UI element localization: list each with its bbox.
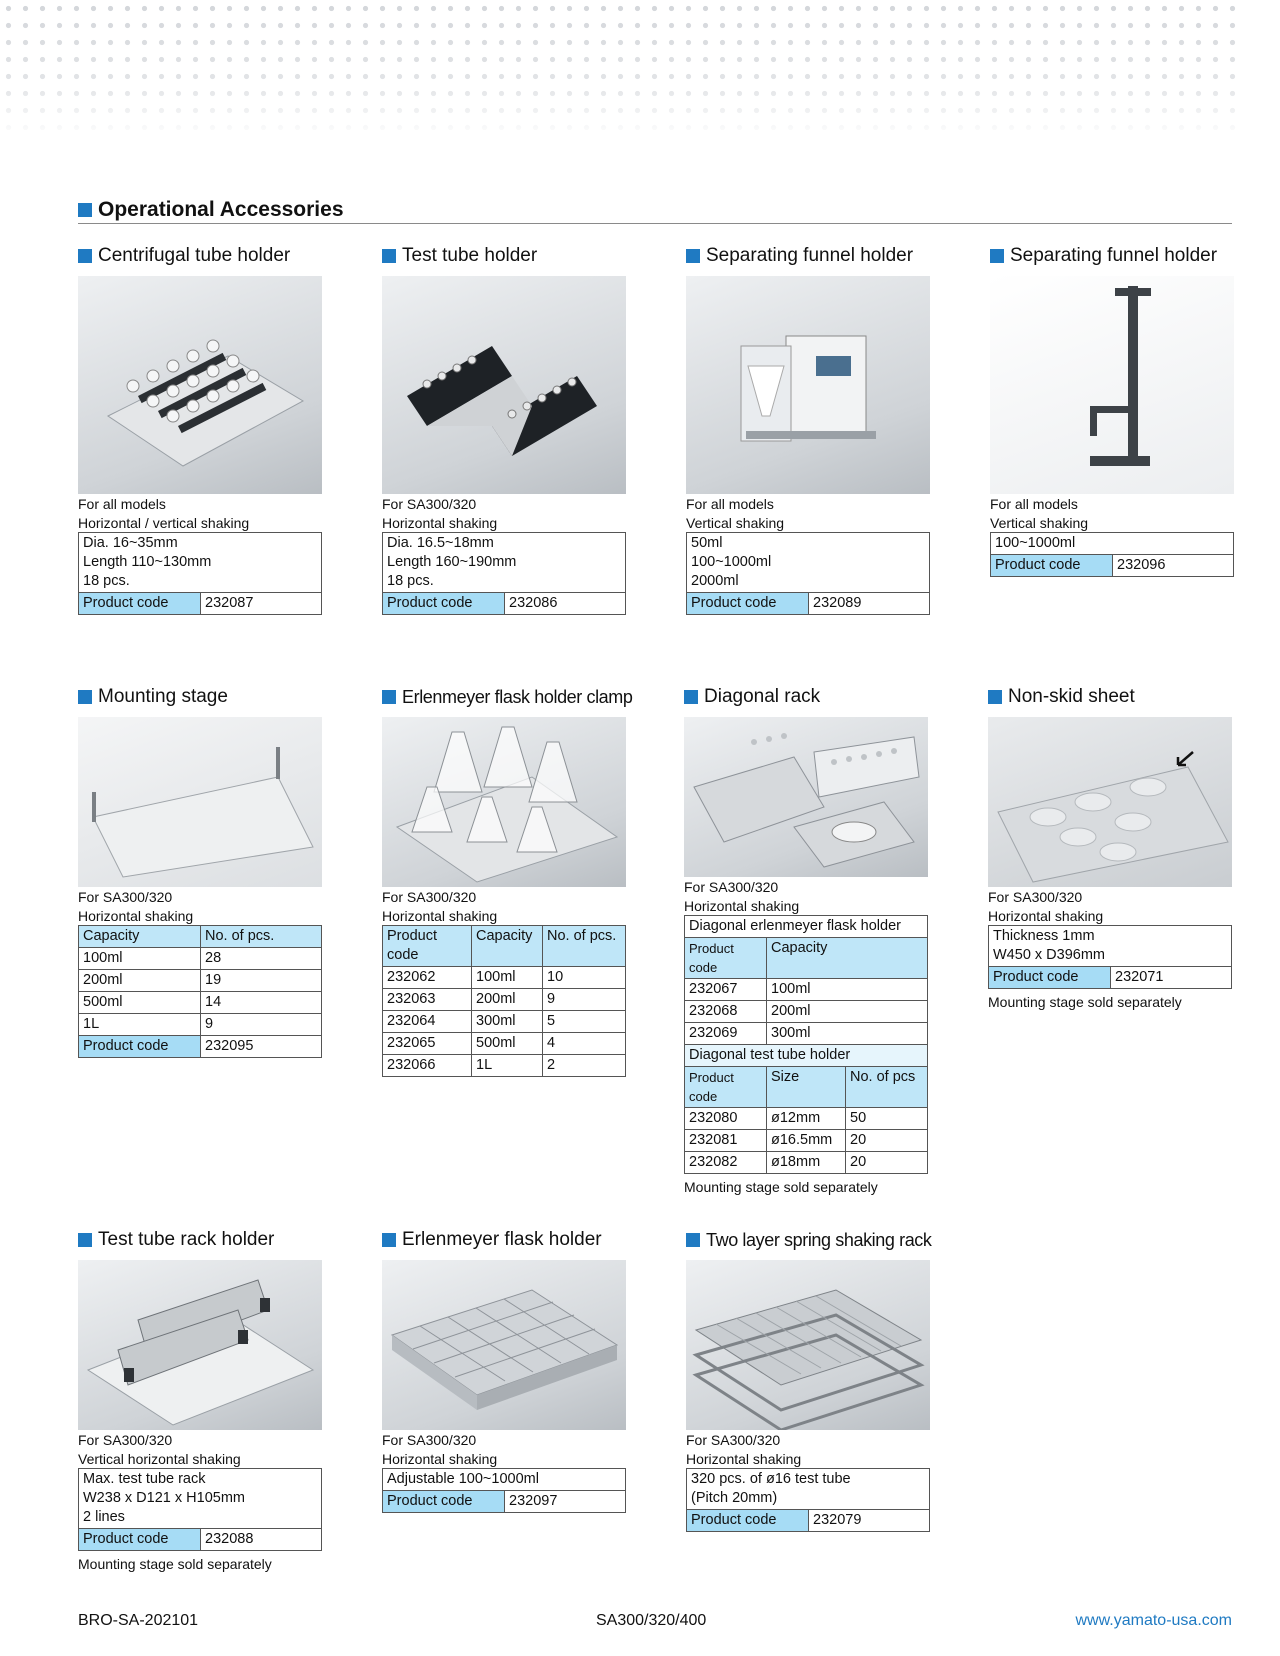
spec-cell: 50ml 100~1000ml 2000ml (687, 533, 930, 593)
dot-pattern-fade (0, 0, 1280, 140)
item-title: Diagonal rack (684, 685, 928, 709)
mounting-note: Mounting stage sold separately (78, 1556, 272, 1572)
product-code-value: 232088 (201, 1529, 322, 1551)
item-non-skid-sheet (988, 685, 1232, 1010)
spec-cell: Adjustable 100~1000ml (383, 1469, 626, 1491)
spec-table (382, 532, 626, 615)
mounting-note: Mounting stage sold separately (684, 1179, 878, 1195)
product-code-label: Product code (79, 1529, 201, 1551)
product-photo (684, 717, 928, 877)
spec-table (382, 1468, 626, 1513)
product-code-label: Product code (383, 1491, 505, 1513)
item-title: Mounting stage (78, 685, 322, 709)
table-row: 232081 ø16.5mm 20 (685, 1130, 928, 1152)
table-row: 100ml 28 (79, 948, 322, 970)
item-mounting-stage (78, 685, 322, 1058)
spec-cell: Thickness 1mm W450 x D396mm (989, 926, 1232, 967)
product-code-value: 232095 (201, 1036, 322, 1058)
model-note: For SA300/320 (382, 1432, 477, 1448)
blue-square-icon (684, 690, 698, 704)
section-title: Operational Accessories (78, 198, 344, 222)
item-diagonal-rack (684, 685, 928, 1195)
item-title: Separating funnel holder (686, 244, 930, 268)
shaking-note: Horizontal shaking (686, 1451, 802, 1467)
blue-square-icon (990, 249, 1004, 263)
table-row: 232065 500ml 4 (383, 1033, 626, 1055)
table-row: 500ml 14 (79, 992, 322, 1014)
product-photo (988, 717, 1232, 887)
group-title: Diagonal erlenmeyer flask holder (685, 916, 928, 938)
product-photo (78, 1260, 322, 1430)
table-row: 232068 200ml (685, 1001, 928, 1023)
product-code-label: Product code (79, 1036, 201, 1058)
product-photo (78, 276, 322, 494)
product-code-label: Product code (989, 967, 1111, 989)
item-title: Centrifugal tube holder (78, 244, 322, 268)
item-title: Erlenmeyer flask holder clamp (382, 685, 626, 709)
item-title: Test tube rack holder (78, 1228, 322, 1252)
product-code-value: 232086 (505, 593, 626, 615)
table-row: 232069 300ml (685, 1023, 928, 1045)
item-test-tube-rack-holder (78, 1228, 322, 1572)
table-row: 232066 1L 2 (383, 1055, 626, 1077)
spec-cell: 100~1000ml (991, 533, 1234, 555)
footer-doc-code: BRO-SA-202101 (78, 1612, 199, 1629)
shaking-note: Horizontal / vertical shaking (78, 515, 250, 531)
product-photo (382, 717, 626, 887)
item-separating-funnel-holder-a (686, 244, 930, 615)
product-code-value: 232096 (1113, 555, 1234, 577)
blue-square-icon (382, 249, 396, 263)
item-two-layer-spring-shaking-rack (686, 1228, 930, 1532)
diagonal-rack-table: Diagonal erlenmeyer flask holder Product code Capacity 232067 100ml 232068 200ml 232069 300ml Diagonal test tube holder Product code Size No. of pcs 232080 ø12mm 50 232081 ø16.5mm 20 232082 ø18mm 20 (684, 915, 928, 1174)
shaking-note: Horizontal shaking (684, 898, 800, 914)
blue-square-icon (78, 690, 92, 704)
blue-square-icon (78, 249, 92, 263)
mounting-note: Mounting stage sold separately (988, 994, 1182, 1010)
spec-table (988, 925, 1232, 989)
spec-table (990, 532, 1234, 577)
table-row: 232082 ø18mm 20 (685, 1152, 928, 1174)
footer-website-link[interactable]: www.yamato-usa.com (1075, 1612, 1232, 1629)
product-photo (382, 1260, 626, 1430)
item-title: Non-skid sheet (988, 685, 1232, 709)
spec-cell: Dia. 16.5~18mm Length 160~190mm 18 pcs. (383, 533, 626, 593)
blue-square-icon (382, 1233, 396, 1247)
item-erlenmeyer-flask-holder-clamp (382, 685, 633, 1077)
product-code-value: 232079 (809, 1510, 930, 1532)
section-divider (78, 223, 1232, 224)
spec-table (686, 532, 930, 615)
model-note: For SA300/320 (686, 1432, 781, 1448)
model-note: For SA300/320 (78, 1432, 173, 1448)
item-erlenmeyer-flask-holder (382, 1228, 626, 1513)
code-capacity-table: Product code Capacity No. of pcs. 232062 100ml 10 232063 200ml 9 232064 300ml 5 232065 500ml 4 232066 1L 2 (382, 925, 626, 1077)
item-title: Separating funnel holder (990, 244, 1234, 268)
blue-square-icon (988, 690, 1002, 704)
spec-cell: Max. test tube rack W238 x D121 x H105mm 2 lines (79, 1469, 322, 1529)
footer-model: SA300/320/400 (596, 1612, 707, 1629)
item-test-tube-holder (382, 244, 626, 615)
product-photo (382, 276, 626, 494)
shaking-note: Horizontal shaking (382, 515, 498, 531)
model-note: For all models (990, 496, 1078, 512)
model-note: For all models (78, 496, 166, 512)
item-title: Erlenmeyer flask holder (382, 1228, 626, 1252)
product-photo (686, 1260, 930, 1430)
model-note: For SA300/320 (684, 879, 779, 895)
model-note: For SA300/320 (382, 889, 477, 905)
spec-cell: Dia. 16~35mm Length 110~130mm 18 pcs. (79, 533, 322, 593)
product-code-label: Product code (79, 593, 201, 615)
model-note: For SA300/320 (78, 889, 173, 905)
shaking-note: Horizontal shaking (78, 908, 194, 924)
table-row: 232062 100ml 10 (383, 967, 626, 989)
product-code-label: Product code (383, 593, 505, 615)
spec-table (78, 532, 322, 615)
model-note: For SA300/320 (382, 496, 477, 512)
table-row: 232064 300ml 5 (383, 1011, 626, 1033)
product-photo (990, 276, 1234, 494)
item-separating-funnel-holder-b (990, 244, 1234, 577)
spec-table (686, 1468, 930, 1532)
shaking-note: Vertical horizontal shaking (78, 1451, 241, 1467)
product-code-label: Product code (991, 555, 1113, 577)
item-title: Test tube holder (382, 244, 626, 268)
blue-square-icon (78, 1233, 92, 1247)
product-photo (686, 276, 930, 494)
blue-square-icon (686, 249, 700, 263)
table-row: 1L 9 (79, 1014, 322, 1036)
product-code-label: Product code (687, 1510, 809, 1532)
blue-square-icon (78, 203, 92, 217)
item-centrifugal-tube-holder (78, 244, 322, 615)
model-note: For SA300/320 (988, 889, 1083, 905)
spec-cell: 320 pcs. of ø16 test tube (Pitch 20mm) (687, 1469, 930, 1510)
model-note: For all models (686, 496, 774, 512)
product-code-value: 232071 (1111, 967, 1232, 989)
spec-table (78, 1468, 322, 1551)
product-photo (78, 717, 322, 887)
shaking-note: Horizontal shaking (988, 908, 1104, 924)
shaking-note: Horizontal shaking (382, 908, 498, 924)
table-row: 232067 100ml (685, 979, 928, 1001)
shaking-note: Horizontal shaking (382, 1451, 498, 1467)
blue-square-icon (686, 1233, 700, 1247)
product-code-value: 232097 (505, 1491, 626, 1513)
group-title: Diagonal test tube holder (685, 1045, 928, 1067)
table-row: 232080 ø12mm 50 (685, 1108, 928, 1130)
shaking-note: Vertical shaking (990, 515, 1089, 531)
table-row: 232063 200ml 9 (383, 989, 626, 1011)
product-code-label: Product code (687, 593, 809, 615)
blue-square-icon (382, 690, 396, 704)
shaking-note: Vertical shaking (686, 515, 785, 531)
capacity-table: Capacity No. of pcs. 100ml 28 200ml 19 500ml 14 1L 9 Product code 232095 (78, 925, 322, 1058)
item-title: Two layer spring shaking rack (686, 1228, 930, 1252)
table-row: 200ml 19 (79, 970, 322, 992)
product-code-value: 232087 (201, 593, 322, 615)
product-code-value: 232089 (809, 593, 930, 615)
